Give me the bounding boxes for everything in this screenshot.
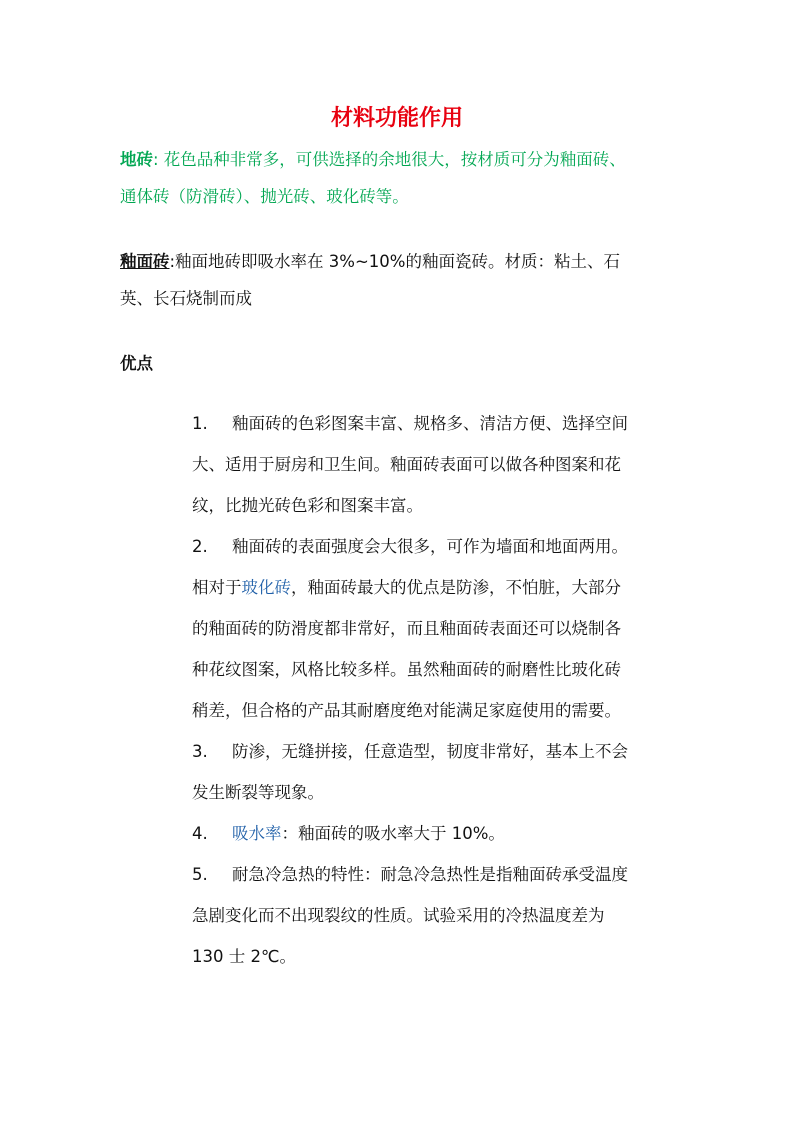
floor-tile-term: 地砖 <box>120 150 153 169</box>
glass-tile-link[interactable]: 玻化砖 <box>241 578 291 597</box>
list-item-text: ，釉面砖最大的优点是防渗，不怕脏，大部分 <box>291 578 621 597</box>
glazed-tile-paragraph <box>120 243 676 317</box>
page-title: 材料功能作用 <box>330 105 463 131</box>
list-item-text: 釉面砖的色彩图案丰富、规格多、清洁方便、选择空间 <box>232 414 628 433</box>
glazed-tile-term: 釉面砖 <box>120 252 170 271</box>
list-item-number: 5. <box>192 865 208 884</box>
list-item-text: 相对于 <box>192 578 242 597</box>
floor-tile-sep: : <box>153 150 159 169</box>
advantages-heading: 优点 <box>120 354 153 373</box>
list-item-2 <box>192 526 682 731</box>
list-item-text: 防渗，无缝拼接，任意造型，韧度非常好，基本上不会 <box>232 742 628 761</box>
list-item-text: 釉面砖的表面强度会大很多，可作为墙面和地面两用。 <box>232 537 628 556</box>
list-item-text: 的釉面砖的防滑度都非常好，而且釉面砖表面还可以烧制各 <box>192 619 621 638</box>
glazed-tile-line1: :釉面地砖即吸水率在 3%~10%的釉面瓷砖。材质：粘土、石 <box>169 252 620 271</box>
list-item-3 <box>192 731 682 813</box>
list-item-1 <box>192 403 682 526</box>
water-absorption-link[interactable]: 吸水率 <box>232 824 282 843</box>
glazed-tile-line2: 英、长石烧制而成 <box>120 289 252 308</box>
list-item-4 <box>192 813 682 854</box>
floor-tile-line2: 通体砖（防滑砖）、抛光砖、玻化砖等。 <box>120 187 409 206</box>
list-item-text: 急剧变化而不出现裂纹的性质。试验采用的冷热温度差为 <box>192 906 605 925</box>
list-item-number: 2. <box>192 537 208 556</box>
list-item-text: 130 士 2℃。 <box>192 947 297 966</box>
list-item-text: 耐急冷急热的特性：耐急冷急热性是指釉面砖承受温度 <box>232 865 628 884</box>
list-item-text: 稍差，但合格的产品其耐磨度绝对能满足家庭使用的需要。 <box>192 701 621 720</box>
list-item-text: 纹，比抛光砖色彩和图案丰富。 <box>192 496 423 515</box>
floor-tile-paragraph <box>120 141 676 215</box>
list-item-text: 发生断裂等现象。 <box>192 783 324 802</box>
list-item-number: 1. <box>192 414 208 433</box>
floor-tile-line1: 花色品种非常多，可供选择的余地很大，按材质可分为釉面砖、 <box>158 150 626 169</box>
list-item-5 <box>192 854 682 977</box>
list-item-text: 大、适用于厨房和卫生间。釉面砖表面可以做各种图案和花 <box>192 455 621 474</box>
list-item-text: ：釉面砖的吸水率大于 10%。 <box>281 824 505 843</box>
list-item-text: 种花纹图案，风格比较多样。虽然釉面砖的耐磨性比玻化砖 <box>192 660 621 679</box>
list-item-number: 4. <box>192 824 208 843</box>
list-item-number: 3. <box>192 742 208 761</box>
